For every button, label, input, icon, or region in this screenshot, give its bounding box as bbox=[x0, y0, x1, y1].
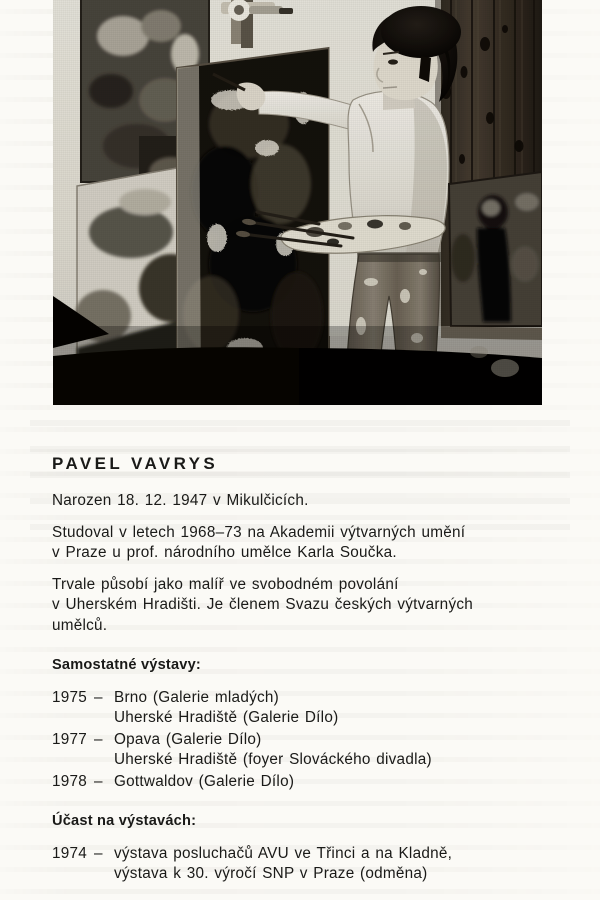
exhibition-dash: – bbox=[94, 772, 103, 790]
biography-content bbox=[52, 455, 552, 886]
exhibition-venues bbox=[114, 844, 552, 885]
exhibition-venues bbox=[114, 688, 552, 729]
exhibition-dash: – bbox=[94, 688, 103, 706]
group-exhibitions-heading: Účast na výstavách: bbox=[52, 813, 197, 830]
exhibition-venue: Brno (Galerie mladých) bbox=[114, 688, 279, 706]
list-item bbox=[52, 730, 552, 771]
artist-photograph bbox=[53, 0, 542, 405]
exhibition-venue: Uherské Hradiště (foyer Slováckého divadla) bbox=[114, 751, 432, 769]
exhibition-venue: výstava posluchačů AVU ve Třinci a na Kladně, bbox=[114, 844, 453, 862]
exhibition-dash: – bbox=[94, 844, 103, 862]
page-title: PAVEL VAVRYS bbox=[52, 454, 219, 473]
solo-exhibitions-heading: Samostatné výstavy: bbox=[52, 657, 201, 673]
solo-exhibitions-list bbox=[52, 688, 552, 793]
bio-paragraph-career: Trvale působí jako malíř ve svobodném povolání v Uherském Hradišti. Je členem Svazu českých výtvarných umělců. bbox=[52, 575, 473, 634]
group-exhibitions-list bbox=[52, 844, 552, 885]
list-item bbox=[52, 844, 552, 885]
exhibition-venues bbox=[114, 772, 552, 793]
exhibition-year: 1974 bbox=[52, 844, 88, 862]
exhibition-venue: Uherské Hradiště (Galerie Dílo) bbox=[114, 709, 339, 727]
list-item bbox=[52, 772, 552, 793]
exhibition-year: 1978 bbox=[52, 772, 88, 790]
exhibition-venues bbox=[114, 730, 552, 771]
bio-paragraph-studies: Studoval v letech 1968–73 na Akademii výtvarných umění v Praze u prof. národního umělce Karla Součka. bbox=[52, 523, 466, 561]
exhibition-venue: Gottwaldov (Galerie Dílo) bbox=[114, 772, 295, 790]
exhibition-dash: – bbox=[94, 730, 103, 748]
list-item bbox=[52, 688, 552, 729]
exhibition-venue: Opava (Galerie Dílo) bbox=[114, 730, 262, 748]
bio-paragraph-birth: Narozen 18. 12. 1947 v Mikulčicích. bbox=[52, 492, 309, 509]
exhibition-year: 1977 bbox=[52, 730, 88, 748]
photograph-illustration bbox=[53, 0, 542, 405]
exhibition-year: 1975 bbox=[52, 688, 88, 706]
exhibition-venue: výstava k 30. výročí SNP v Praze (odměna) bbox=[114, 865, 428, 883]
